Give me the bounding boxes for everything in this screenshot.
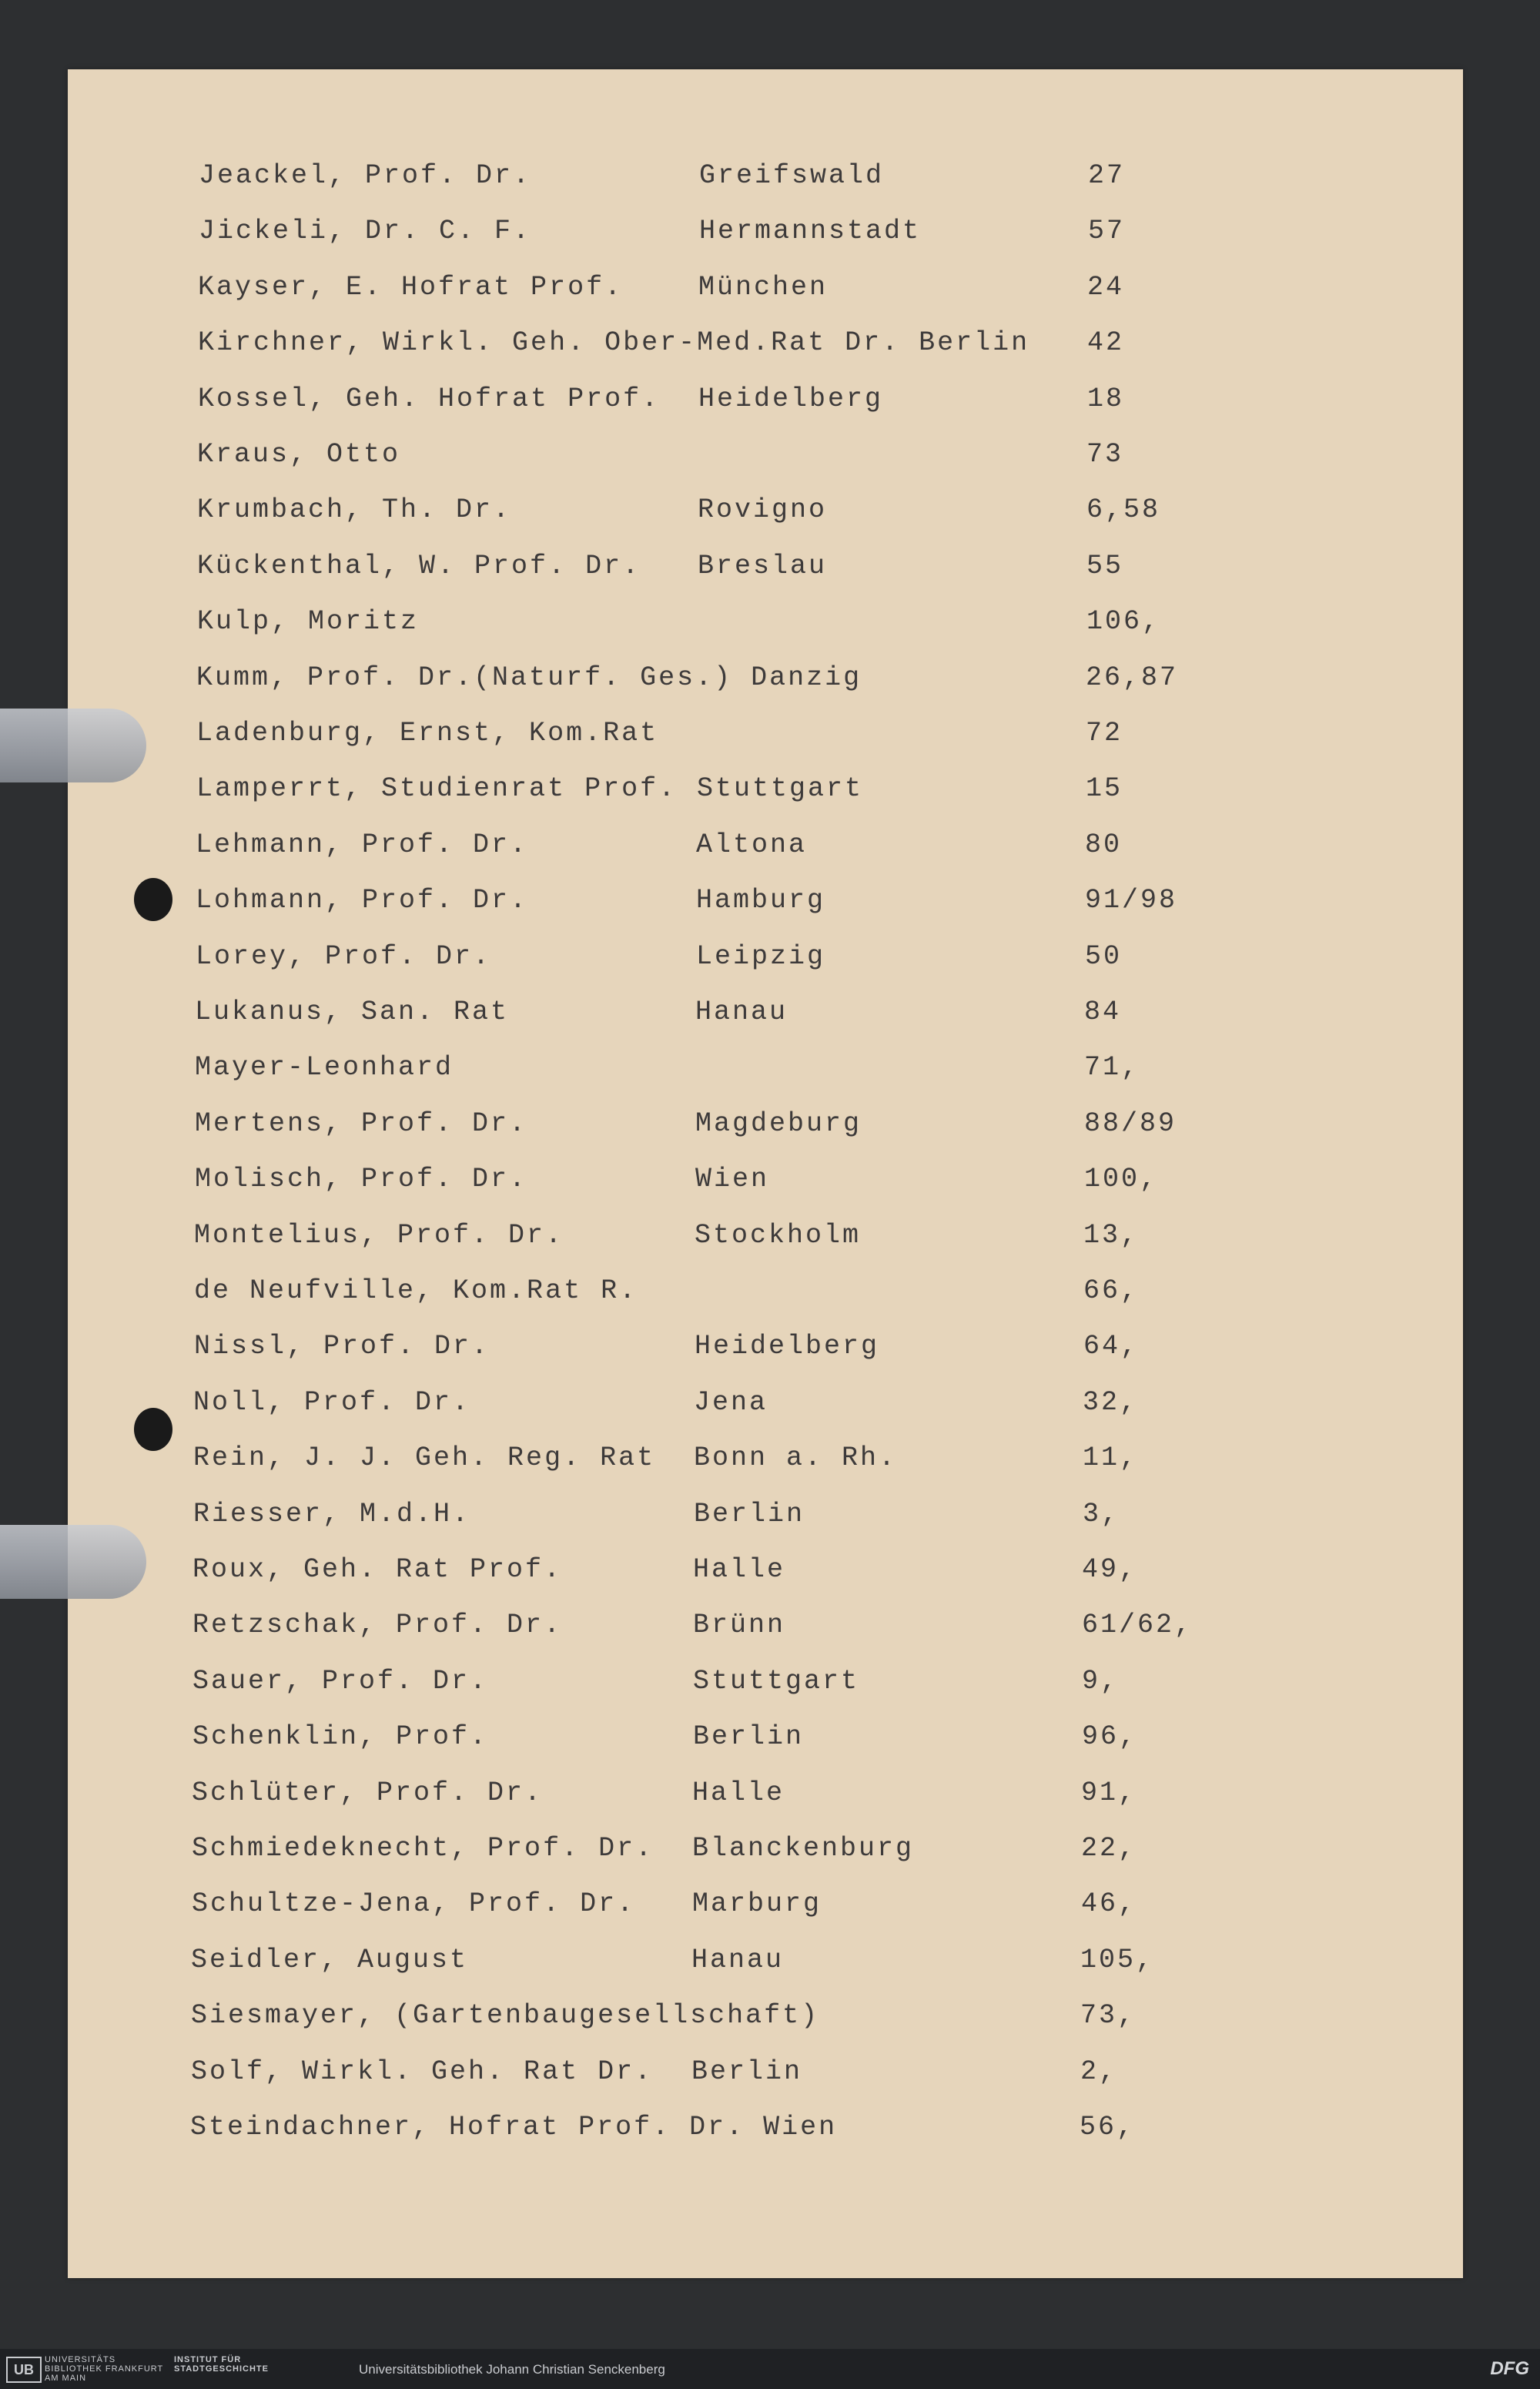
entry-pages: 106, xyxy=(1086,606,1161,638)
binder-tab xyxy=(0,709,146,782)
entry-pages: 50 xyxy=(1085,940,1123,972)
list-row xyxy=(192,1888,1347,1927)
entry-name: Kayser, E. Hofrat Prof. xyxy=(198,271,624,303)
punch-hole xyxy=(134,878,172,921)
entry-city: Blanckenburg xyxy=(692,1833,915,1864)
entry-city: Leipzig xyxy=(696,940,826,972)
entry-city: Stockholm xyxy=(695,1219,862,1251)
entry-pages: 3, xyxy=(1083,1498,1120,1530)
entry-pages: 88/89 xyxy=(1084,1107,1177,1139)
list-row xyxy=(192,1721,1348,1760)
list-row xyxy=(197,551,1352,589)
entry-name: Jickeli, Dr. C. F. xyxy=(199,216,532,247)
list-row xyxy=(197,439,1352,477)
list-row xyxy=(198,272,1353,310)
entry-name: Krumbach, Th. Dr. xyxy=(197,494,512,526)
list-row xyxy=(192,1666,1348,1704)
list-row xyxy=(197,494,1352,533)
entry-name: Roux, Geh. Rat Prof. xyxy=(192,1554,563,1585)
entry-name: de Neufville, Kom.Rat R. xyxy=(194,1275,638,1306)
entry-name: Montelius, Prof. Dr. xyxy=(194,1219,564,1251)
entry-city: Halle xyxy=(693,1554,786,1585)
entry-name: Seidler, August xyxy=(191,1944,469,1975)
entry-name: Mayer-Leonhard xyxy=(195,1052,454,1084)
list-row xyxy=(192,1778,1347,1816)
entry-city: Berlin xyxy=(694,1498,805,1530)
list-row xyxy=(196,829,1351,868)
entry-city: Breslau xyxy=(698,550,828,581)
entry-name: Kückenthal, W. Prof. Dr. xyxy=(197,550,641,581)
entry-pages: 9, xyxy=(1082,1665,1120,1697)
entry-city: Bonn a. Rh. xyxy=(694,1442,898,1474)
entry-pages: 56, xyxy=(1080,2112,1136,2143)
entry-city: Magdeburg xyxy=(695,1107,862,1139)
entry-city: Brünn xyxy=(693,1610,786,1641)
entry-name: Siesmayer, (Gartenbaugesellschaft) xyxy=(191,2000,820,2032)
list-row xyxy=(199,216,1354,254)
punch-hole xyxy=(134,1408,172,1451)
entry-pages: 84 xyxy=(1084,997,1122,1027)
entry-name: Schenklin, Prof. xyxy=(192,1721,489,1753)
list-row xyxy=(193,1499,1348,1537)
entry-name: Solf, Wirkl. Geh. Rat Dr. xyxy=(191,2056,654,2087)
entry-name: Kirchner, Wirkl. Geh. Ober-Med.Rat Dr. Berlin xyxy=(198,327,1030,359)
entry-pages: 105, xyxy=(1080,1944,1155,1975)
entry-pages: 15 xyxy=(1086,773,1123,805)
entry-city: Stuttgart xyxy=(697,773,864,805)
list-row xyxy=(192,1833,1347,1871)
entry-name: Rein, J. J. Geh. Reg. Rat xyxy=(193,1442,656,1474)
entry-pages: 13, xyxy=(1083,1219,1140,1251)
entry-pages: 49, xyxy=(1082,1554,1138,1585)
entry-name: Nissl, Prof. Dr. xyxy=(194,1331,490,1362)
entry-pages: 80 xyxy=(1085,829,1123,860)
entry-city: Heidelberg xyxy=(695,1331,880,1362)
entry-pages: 46, xyxy=(1081,1888,1137,1920)
entry-name: Lorey, Prof. Dr. xyxy=(196,940,492,972)
entry-city: Wien xyxy=(695,1164,770,1195)
dfg-logo: DFG xyxy=(1490,2358,1529,2379)
entry-name: Steindachner, Hofrat Prof. Dr. Wien xyxy=(190,2112,838,2143)
list-row xyxy=(198,384,1353,422)
entry-city: Berlin xyxy=(693,1721,805,1753)
list-row xyxy=(194,1331,1349,1369)
entry-name: Retzschak, Prof. Dr. xyxy=(192,1610,563,1641)
entry-name: Kraus, Otto xyxy=(197,439,401,470)
entry-pages: 2, xyxy=(1080,2056,1118,2087)
entry-name: Schultze-Jena, Prof. Dr. xyxy=(192,1888,636,1920)
document-page xyxy=(68,69,1463,2278)
entry-city: Halle xyxy=(692,1777,785,1808)
entry-city: Stuttgart xyxy=(693,1665,860,1697)
entry-city: Hermannstadt xyxy=(699,216,922,247)
entry-pages: 72 xyxy=(1086,718,1123,749)
list-row xyxy=(193,1442,1348,1481)
entry-city: Greifswald xyxy=(699,160,885,191)
list-row xyxy=(195,997,1350,1035)
entry-pages: 26,87 xyxy=(1086,662,1179,693)
institution-2-label: INSTITUT FÜR STADTGESCHICHTE xyxy=(174,2355,269,2374)
institution-1-label: UNIVERSITÄTS BIBLIOTHEK FRANKFURT AM MAIN xyxy=(45,2355,164,2383)
list-row xyxy=(190,2112,1345,2150)
entry-city: Hamburg xyxy=(696,885,826,916)
entry-pages: 6,58 xyxy=(1086,494,1161,526)
list-row xyxy=(195,1164,1350,1202)
entry-name: Lehmann, Prof. Dr. xyxy=(196,829,529,860)
entry-pages: 96, xyxy=(1082,1721,1138,1753)
footer-bar xyxy=(0,2349,1540,2389)
list-row xyxy=(191,2056,1346,2095)
entry-name: Kumm, Prof. Dr.(Naturf. Ges.) Danzig xyxy=(196,662,862,693)
entry-pages: 18 xyxy=(1087,383,1125,414)
list-row xyxy=(192,1554,1348,1593)
list-row xyxy=(196,885,1351,923)
entry-pages: 42 xyxy=(1087,327,1125,359)
entry-city: Jena xyxy=(694,1386,768,1418)
entry-name: Ladenburg, Ernst, Kom.Rat xyxy=(196,718,659,749)
entry-name: Lukanus, San. Rat xyxy=(195,997,510,1027)
entry-name: Lamperrt, Studienrat Prof. xyxy=(196,773,678,805)
entry-pages: 24 xyxy=(1087,271,1125,303)
entry-pages: 71, xyxy=(1084,1052,1140,1084)
list-row xyxy=(192,1610,1348,1648)
entry-pages: 64, xyxy=(1083,1331,1140,1362)
list-row xyxy=(196,718,1351,756)
entry-name: Sauer, Prof. Dr. xyxy=(192,1665,489,1697)
list-row xyxy=(194,1220,1349,1258)
list-row xyxy=(196,941,1351,980)
list-row xyxy=(191,2000,1346,2039)
list-row xyxy=(194,1275,1349,1314)
list-row xyxy=(197,606,1352,645)
entry-name: Riesser, M.d.H. xyxy=(193,1498,471,1530)
entry-pages: 11, xyxy=(1083,1442,1139,1474)
entry-pages: 100, xyxy=(1084,1164,1159,1195)
entry-name: Lohmann, Prof. Dr. xyxy=(196,885,529,916)
list-row xyxy=(193,1387,1348,1426)
entry-pages: 73, xyxy=(1080,2000,1137,2032)
entry-city: Hanau xyxy=(691,1944,785,1975)
entry-name: Molisch, Prof. Dr. xyxy=(195,1164,528,1195)
entry-pages: 61/62, xyxy=(1082,1610,1194,1641)
list-row xyxy=(195,1052,1350,1091)
binder-tab xyxy=(0,1525,146,1599)
library-name: Universitätsbibliothek Johann Christian Senckenberg xyxy=(359,2362,665,2377)
list-row xyxy=(196,773,1351,812)
entry-name: Kossel, Geh. Hofrat Prof. xyxy=(198,383,661,414)
entry-pages: 91/98 xyxy=(1085,885,1178,916)
list-row xyxy=(196,662,1351,701)
entry-pages: 91, xyxy=(1081,1777,1137,1808)
list-row xyxy=(191,1945,1346,1983)
entry-city: Altona xyxy=(696,829,808,860)
entry-name: Mertens, Prof. Dr. xyxy=(195,1107,528,1139)
entry-city: Rovigno xyxy=(698,494,828,526)
entry-city: Berlin xyxy=(691,2056,803,2087)
entry-name: Kulp, Moritz xyxy=(197,606,420,638)
list-row xyxy=(198,327,1353,366)
entry-pages: 32, xyxy=(1083,1386,1139,1418)
entry-city: Hanau xyxy=(695,997,788,1027)
list-row xyxy=(195,1108,1350,1147)
entry-pages: 73 xyxy=(1086,439,1124,470)
entry-name: Jeackel, Prof. Dr. xyxy=(199,160,532,191)
entry-pages: 55 xyxy=(1086,550,1124,581)
entry-city: München xyxy=(698,271,829,303)
entry-pages: 57 xyxy=(1088,216,1126,247)
entry-name: Schmiedeknecht, Prof. Dr. xyxy=(192,1833,654,1864)
entry-city: Marburg xyxy=(692,1888,822,1920)
entry-name: Schlüter, Prof. Dr. xyxy=(192,1777,544,1808)
entry-pages: 22, xyxy=(1081,1833,1137,1864)
ub-logo: UB xyxy=(6,2357,42,2383)
entry-city: Heidelberg xyxy=(698,383,884,414)
entry-pages: 27 xyxy=(1088,160,1126,191)
entry-name: Noll, Prof. Dr. xyxy=(193,1386,471,1418)
list-row xyxy=(199,160,1354,199)
entry-pages: 66, xyxy=(1083,1275,1140,1306)
